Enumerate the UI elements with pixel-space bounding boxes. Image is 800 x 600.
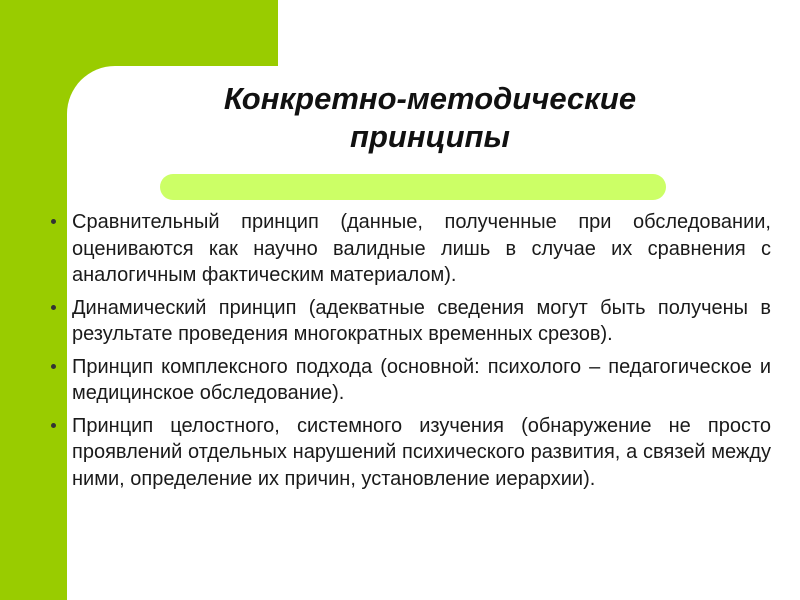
bullet-dot-icon — [51, 305, 56, 310]
bullet-item — [48, 354, 771, 407]
bullet-text: Сравнительный принцип (данные, полученные при обследовании, оцениваются как научно валидные лишь в случае их сравнения с аналогичным фактическим материалом). — [72, 211, 771, 286]
bullet-item — [48, 209, 771, 289]
bullet-item — [48, 413, 771, 493]
bullet-dot-icon — [51, 364, 56, 369]
slide-title-line-2: принципы — [350, 119, 510, 154]
title-accent-bar — [160, 174, 666, 200]
bullet-text: Принцип комплексного подхода (основной: психолого – педагогическое и медицинское обследование). — [72, 355, 771, 404]
bullet-list — [48, 209, 771, 498]
bullet-text: Принцип целостного, системного изучения (обнаружение не просто проявлений отдельных нарушений психического развития, а связей между ними, определение их причин, установление иерархии). — [72, 414, 771, 490]
bullet-dot-icon — [51, 423, 56, 428]
slide-title-line-1: Конкретно-методические — [223, 81, 637, 116]
slide-title — [150, 80, 710, 156]
bullet-item — [48, 295, 771, 348]
bullet-text: Динамический принцип (адекватные сведения могут быть получены в результате проведения многократных временных срезов). — [72, 296, 771, 345]
bullet-dot-icon — [51, 219, 56, 224]
